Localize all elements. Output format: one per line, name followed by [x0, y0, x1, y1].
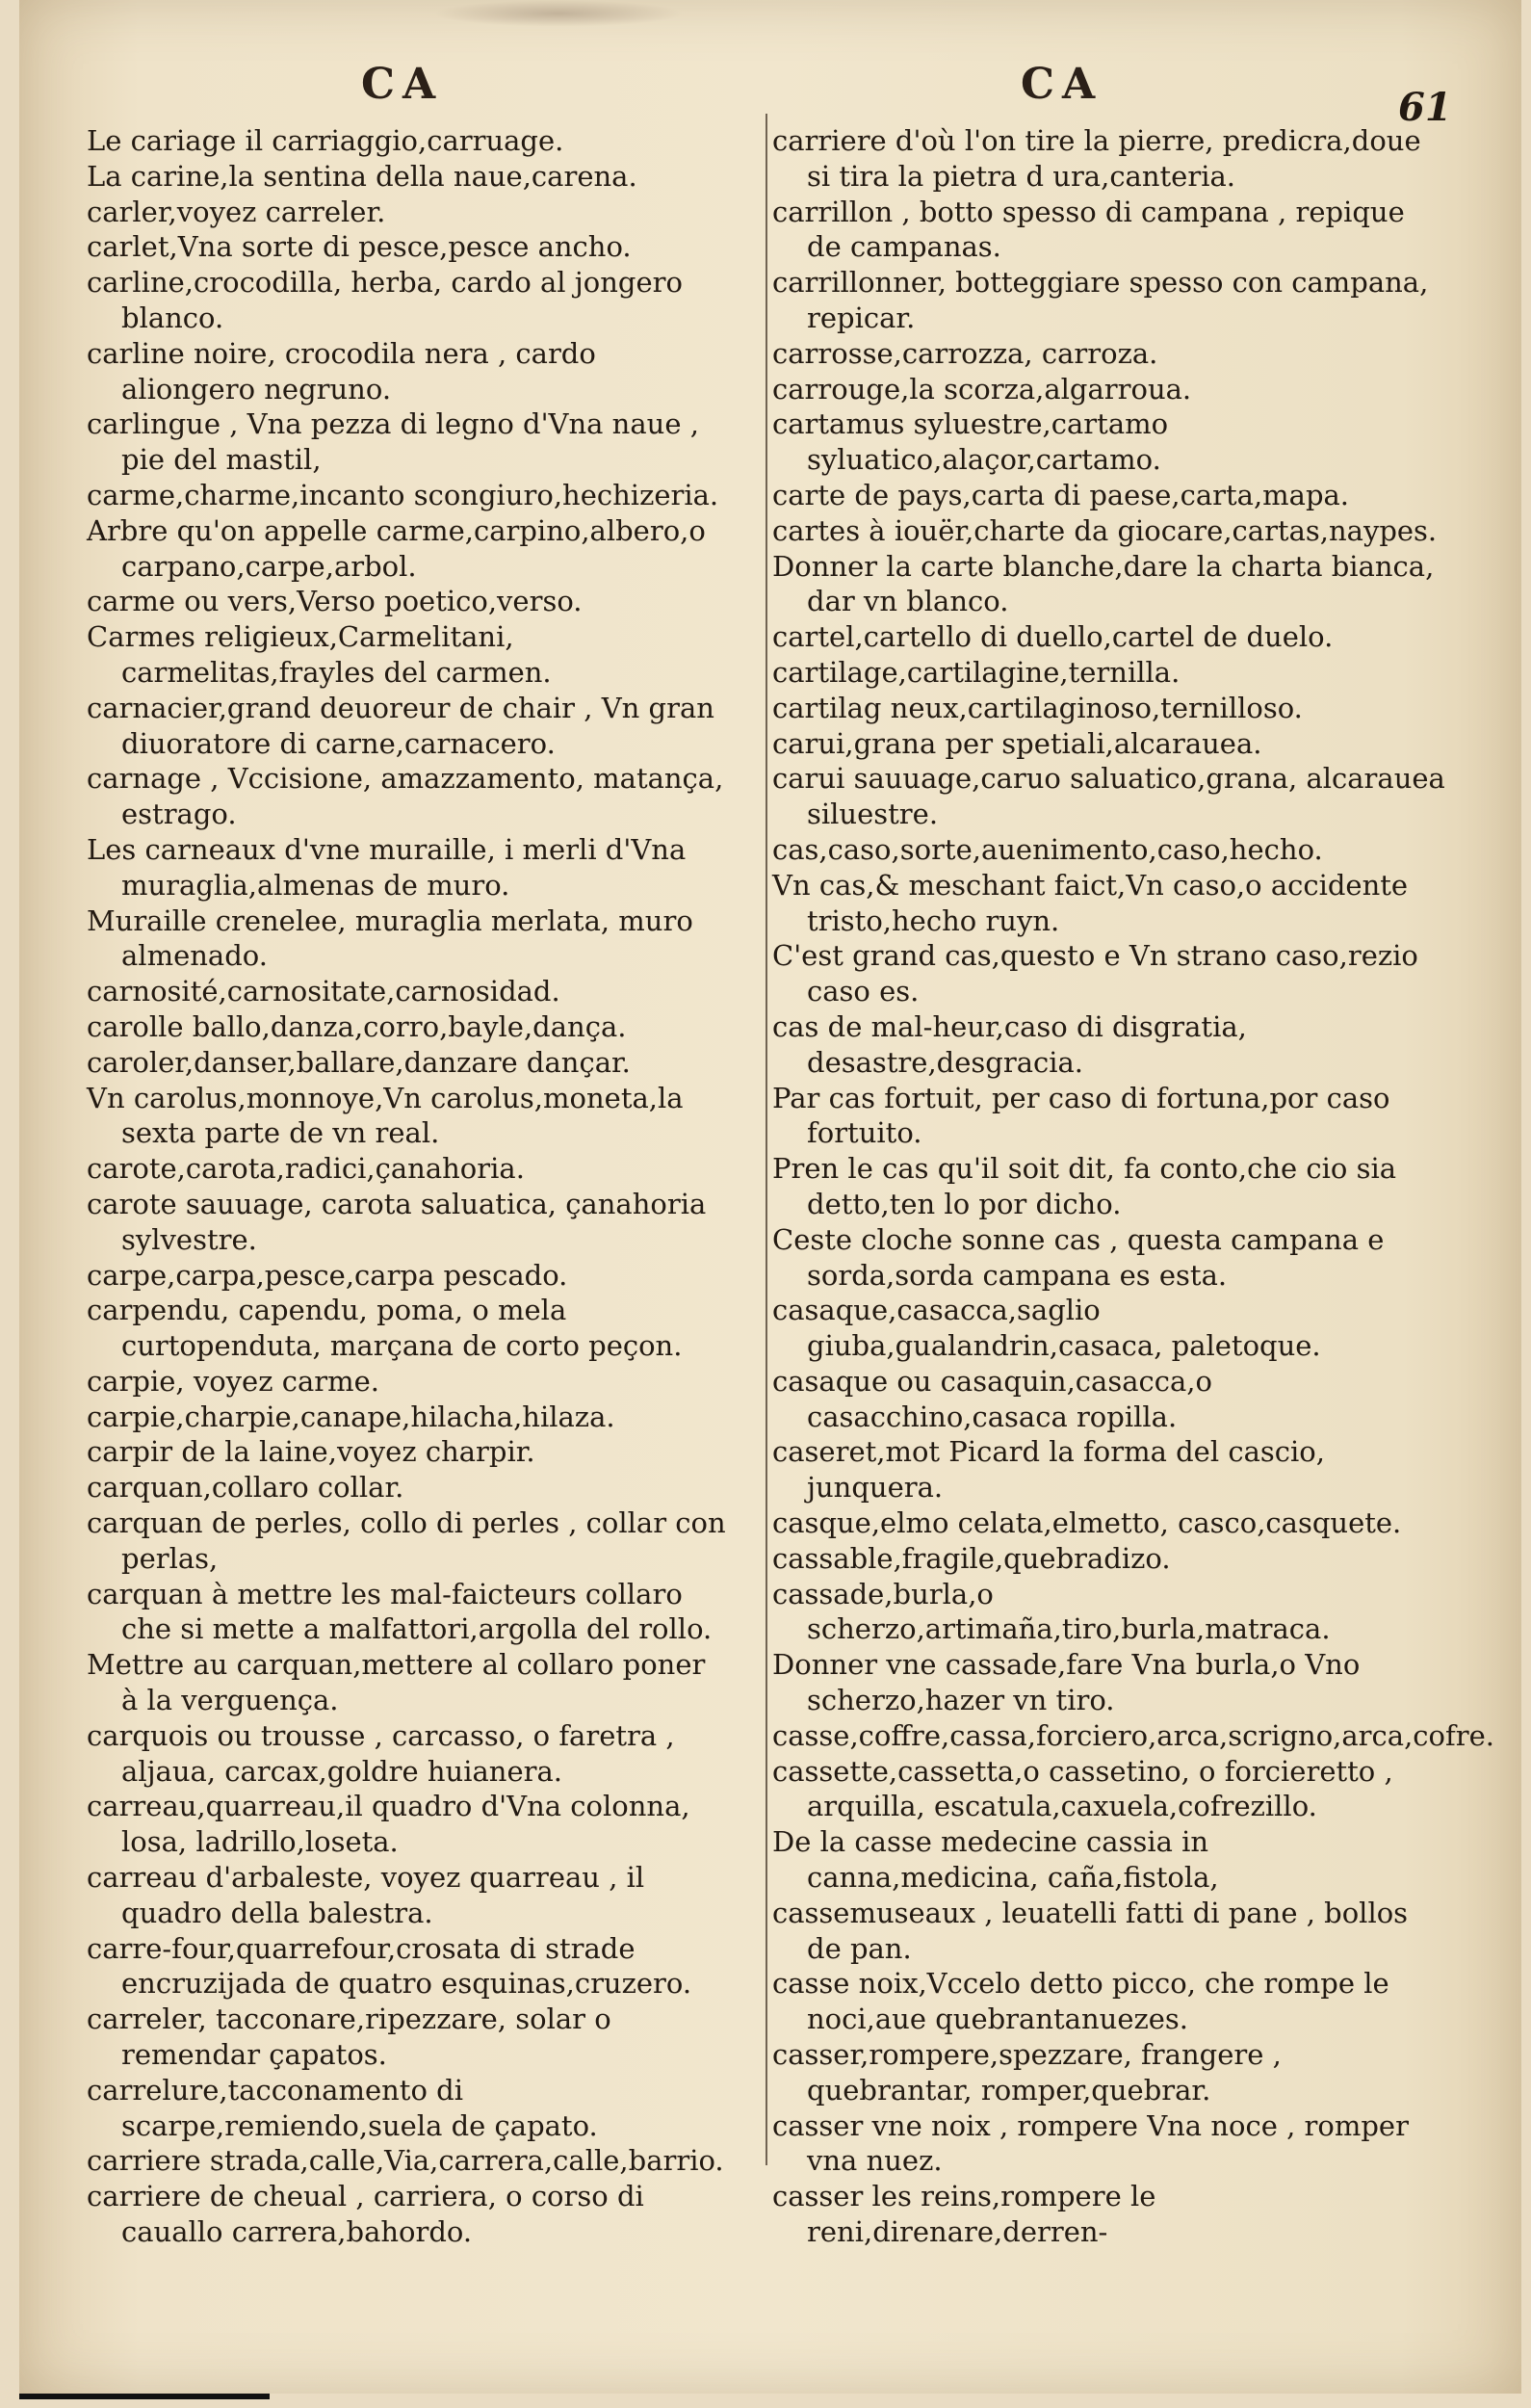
dictionary-entry: cartamus syluestre,cartamo syluatico,alaçor,cartamo. — [772, 407, 1169, 477]
dictionary-entry: carnosité,carnositate,carnosidad. — [87, 975, 560, 1008]
dictionary-entry: carquan de perles, collo di perles , collar con perlas, — [87, 1506, 726, 1575]
dictionary-entry: carlet,Vna sorte di pesce,pesce ancho. — [87, 230, 632, 264]
dictionary-entry: carquan,collaro collar. — [87, 1471, 404, 1505]
dictionary-entry: Donner vne cassade,fare Vna burla,o Vno scherzo,hazer vn tiro. — [772, 1648, 1361, 1717]
dictionary-entry: carote sauuage, carota saluatica, çanahoria sylvestre. — [87, 1187, 707, 1256]
dictionary-entry: carrelure,tacconamento di scarpe,remiendo,suela de çapato. — [87, 2073, 598, 2142]
dictionary-entry: carrouge,la scorza,algarroua. — [772, 372, 1192, 406]
dictionary-entry: casser vne noix , rompere Vna noce , romper vna nuez. — [772, 2108, 1409, 2178]
dictionary-entry: caroler,danser,ballare,danzare dançar. — [87, 1045, 631, 1079]
dictionary-entry: carpir de la laine,voyez charpir. — [87, 1435, 535, 1469]
dictionary-entry: C'est grand cas,questo e Vn strano caso,rezio caso es. — [772, 939, 1418, 1008]
column-divider — [766, 114, 767, 2165]
dictionary-entry: carme,charme,incanto scongiuro,hechizeria. — [87, 478, 719, 511]
dictionary-entry: casaque,casacca,saglio giuba,gualandrin,casaca, paletoque. — [772, 1294, 1321, 1363]
dictionary-entry: carolle ballo,danza,corro,bayle,dança. — [87, 1009, 627, 1043]
dictionary-entry: carreler, tacconare,ripezzare, solar o remendar çapatos. — [87, 2002, 611, 2072]
dictionary-entry: carpe,carpa,pesce,carpa pescado. — [87, 1258, 568, 1292]
bottom-edge-bar — [19, 2394, 270, 2399]
dictionary-entry: cassade,burla,o scherzo,artimaña,tiro,burla,matraca. — [772, 1577, 1331, 1646]
dictionary-entry: casser les reins,rompere le reni,direnare,derren- — [772, 2180, 1156, 2249]
page — [19, 0, 1521, 2394]
dictionary-entry: cartilag neux,cartilaginoso,ternilloso. — [772, 691, 1303, 724]
dictionary-entry: casse noix,Vccelo detto picco, che rompe le noci,aue quebrantanuezes. — [772, 1967, 1389, 2036]
dictionary-entry: Pren le cas qu'il soit dit, fa conto,che cio sia detto,ten lo por dicho. — [772, 1152, 1397, 1220]
dictionary-entry: casse,coffre,cassa,forciero,arca,scrigno,arca,cofre. — [772, 1718, 1494, 1752]
dictionary-entry: carrillon , botto spesso di campana , repique de campanas. — [772, 195, 1405, 264]
dictionary-entry: La carine,la sentina della naue,carena. — [87, 159, 637, 193]
dictionary-entry: Ceste cloche sonne cas , questa campana e sorda,sorda campana es esta. — [772, 1222, 1385, 1292]
dictionary-entry: carnage , Vccisione, amazzamento, matança, estrago. — [87, 762, 724, 831]
dictionary-entry: carui sauuage,caruo saluatico,grana, alcarauea siluestre. — [772, 762, 1445, 831]
left-column — [87, 123, 730, 2250]
dictionary-entry: carriere strada,calle,Via,carrera,calle,barrio. — [87, 2144, 724, 2178]
dictionary-entry: Arbre qu'on appelle carme,carpino,albero,o carpano,carpe,arbol. — [87, 513, 706, 583]
dictionary-entry: carrillonner, botteggiare spesso con campana, repicar. — [772, 266, 1429, 334]
dictionary-entry: cartel,cartello di duello,cartel de duelo. — [772, 620, 1334, 654]
dictionary-entry: cas,caso,sorte,auenimento,caso,hecho. — [772, 832, 1323, 866]
dictionary-entry: cassemuseaux , leuatelli fatti di pane , bollos de pan. — [772, 1896, 1409, 1965]
dictionary-entry: carreau d'arbaleste, voyez quarreau , il quadro della balestra. — [87, 1861, 645, 1929]
dictionary-entry: cassable,fragile,quebradizo. — [772, 1541, 1171, 1575]
dictionary-entry: carreau,quarreau,il quadro d'Vna colonna, losa, ladrillo,loseta. — [87, 1790, 690, 1859]
dictionary-entry: Mettre au carquan,mettere al collaro poner à la verguença. — [87, 1648, 706, 1717]
dictionary-entry: cartes à iouër,charte da giocare,cartas,naypes. — [772, 513, 1438, 547]
dictionary-entry: carote,carota,radici,çanahoria. — [87, 1152, 525, 1186]
dictionary-entry: carline noire, crocodila nera , cardo aliongero negruno. — [87, 336, 596, 406]
dictionary-entry: carrosse,carrozza, carroza. — [772, 336, 1158, 370]
dictionary-entry: carline,crocodilla, herba, cardo al jongero blanco. — [87, 266, 683, 334]
dictionary-entry: Donner la carte blanche,dare la charta bianca, dar vn blanco. — [772, 549, 1435, 618]
dictionary-entry: carpendu, capendu, poma, o mela curtopenduta, marçana de corto peçon. — [87, 1294, 683, 1363]
dictionary-entry: casaque ou casaquin,casacca,o casacchino,casaca ropilla. — [772, 1364, 1212, 1433]
dictionary-entry: carler,voyez carreler. — [87, 195, 386, 228]
dictionary-entry: cartilage,cartilagine,ternilla. — [772, 655, 1181, 689]
right-column — [772, 123, 1494, 2250]
dictionary-entry: De la casse medecine cassia in canna,medicina, caña,fistola, — [772, 1825, 1219, 1895]
dictionary-entry: carpie, voyez carme. — [87, 1364, 379, 1398]
top-smudge — [433, 0, 684, 27]
dictionary-entry: Par cas fortuit, per caso di fortuna,por caso fortuito. — [772, 1081, 1390, 1150]
dictionary-entry: carriere de cheual , carriera, o corso di cauallo carrera,bahordo. — [87, 2180, 644, 2249]
dictionary-entry: carlingue , Vna pezza di legno d'Vna naue , pie del mastil, — [87, 407, 699, 477]
dictionary-entry: carquois ou trousse , carcasso, o faretra , aljaua, carcax,goldre huianera. — [87, 1718, 675, 1788]
dictionary-entry: Muraille crenelee, muraglia merlata, muro almenado. — [87, 903, 693, 973]
dictionary-entry: carriere d'où l'on tire la pierre, predicra,doue si tira la pietra d ura,canteria. — [772, 124, 1421, 193]
dictionary-entry: casque,elmo celata,elmetto, casco,casquete. — [772, 1506, 1402, 1540]
dictionary-entry: Les carneaux d'vne muraille, i merli d'Vna muraglia,almenas de muro. — [87, 832, 687, 902]
dictionary-entry: Carmes religieux,Carmelitani, carmelitas,frayles del carmen. — [87, 620, 552, 689]
dictionary-entry: cassette,cassetta,o cassetino, o forcieretto , arquilla, escatula,caxuela,cofrezillo. — [772, 1754, 1393, 1823]
dictionary-entry: Le cariage il carriaggio,carruage. — [87, 124, 564, 157]
dictionary-entry: carpie,charpie,canape,hilacha,hilaza. — [87, 1400, 615, 1433]
dictionary-entry: carte de pays,carta di paese,carta,mapa. — [772, 478, 1350, 511]
dictionary-entry: carnacier,grand deuoreur de chair , Vn gran diuoratore di carne,carnacero. — [87, 691, 714, 760]
dictionary-entry: carui,grana per spetiali,alcarauea. — [772, 726, 1262, 760]
dictionary-entry: Vn carolus,monnoye,Vn carolus,moneta,la sexta parte de vn real. — [87, 1081, 684, 1150]
dictionary-entry: carme ou vers,Verso poetico,verso. — [87, 585, 583, 618]
running-head-left: CA — [361, 60, 444, 109]
dictionary-entry: casser,rompere,spezzare, frangere , quebrantar, romper,quebrar. — [772, 2038, 1282, 2107]
dictionary-entry: cas de mal-heur,caso di disgratia, desastre,desgracia. — [772, 1009, 1247, 1079]
dictionary-entry: caseret,mot Picard la forma del cascio, junquera. — [772, 1435, 1325, 1505]
dictionary-entry: carre-four,quarrefour,crosata di strade encruzijada de quatro esquinas,cruzero. — [87, 1931, 692, 2001]
dictionary-entry: carquan à mettre les mal-faicteurs collaro che si mette a malfattori,argolla del rollo. — [87, 1577, 713, 1646]
dictionary-entry: Vn cas,& meschant faict,Vn caso,o accidente tristo,hecho ruyn. — [772, 868, 1409, 937]
running-head-right: CA — [1021, 60, 1103, 109]
page-number: 61 — [1398, 85, 1452, 130]
